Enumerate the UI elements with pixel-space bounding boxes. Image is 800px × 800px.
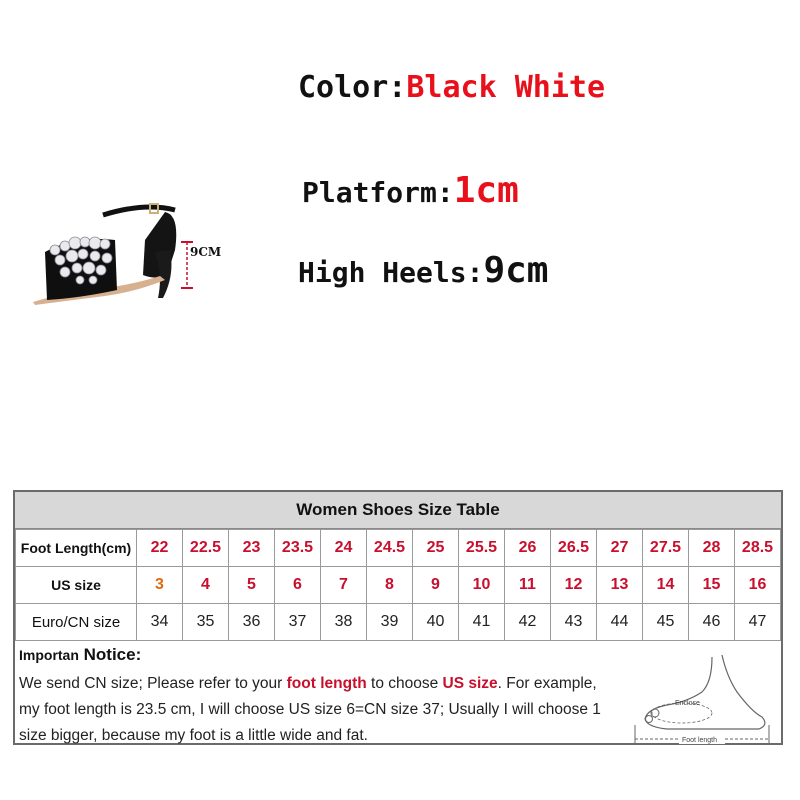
table-cell: 23: [229, 530, 275, 567]
size-table: [13, 490, 783, 745]
table-cell: 6: [275, 567, 321, 604]
table-cell: 3: [137, 567, 183, 604]
heels-spec: [298, 250, 548, 291]
table-title: Women Shoes Size Table: [15, 492, 781, 529]
table-cell: 9: [413, 567, 459, 604]
heels-label: High Heels:: [298, 256, 484, 289]
foot-length-label: Foot length: [682, 737, 718, 744]
table-cell: 45: [643, 604, 689, 641]
notice-title-prefix: Importan: [19, 647, 79, 663]
row-label-euro-cn: Euro/CN size: [16, 604, 137, 641]
platform-spec: [302, 170, 519, 211]
table-cell: 7: [321, 567, 367, 604]
table-cell: 4: [183, 567, 229, 604]
table-cell: 36: [229, 604, 275, 641]
notice-title-main: Notice:: [83, 645, 142, 664]
notice-section: [15, 641, 781, 751]
notice-highlight-us-size: US size: [442, 675, 498, 692]
table-row-euro-cn: [16, 604, 781, 641]
color-value: Black White: [406, 70, 606, 105]
table-cell: 24.5: [367, 530, 413, 567]
table-cell: 46: [689, 604, 735, 641]
table-cell: 35: [183, 604, 229, 641]
table-cell: 42: [505, 604, 551, 641]
table-cell: 22.5: [183, 530, 229, 567]
table-cell: 15: [689, 567, 735, 604]
color-label: Color:: [298, 70, 407, 105]
table-cell: 26: [505, 530, 551, 567]
table-cell: 37: [275, 604, 321, 641]
table-cell: 44: [597, 604, 643, 641]
table-cell: 27.5: [643, 530, 689, 567]
notice-highlight-foot-length: foot length: [286, 675, 367, 692]
table-cell: 25: [413, 530, 459, 567]
table-cell: 24: [321, 530, 367, 567]
table-row-foot-length: [16, 530, 781, 567]
table-cell: 10: [459, 567, 505, 604]
table-cell: 11: [505, 567, 551, 604]
table-cell: 27: [597, 530, 643, 567]
table-cell: 12: [551, 567, 597, 604]
enclose-label: Enclose: [675, 700, 700, 707]
table-cell: 13: [597, 567, 643, 604]
table-cell: 47: [735, 604, 781, 641]
platform-value: 1cm: [453, 170, 519, 211]
table-cell: 41: [459, 604, 505, 641]
table-cell: 5: [229, 567, 275, 604]
table-cell: 8: [367, 567, 413, 604]
notice-text-part: We send CN size; Please refer to your: [19, 675, 287, 692]
table-cell: 34: [137, 604, 183, 641]
table-row-us-size: [16, 567, 781, 604]
heel-height-label: 9CM: [190, 245, 222, 259]
table-cell: 25.5: [459, 530, 505, 567]
table-cell: 43: [551, 604, 597, 641]
table-cell: 22: [137, 530, 183, 567]
table-cell: 16: [735, 567, 781, 604]
notice-text-part: to choose: [366, 675, 443, 692]
sandal-icon: [25, 180, 230, 305]
table-cell: 23.5: [275, 530, 321, 567]
platform-label: Platform:: [302, 176, 454, 209]
row-label-foot-length: Foot Length(cm): [16, 530, 137, 567]
row-label-us-size: US size: [16, 567, 137, 604]
heels-value: 9cm: [483, 250, 549, 291]
table-cell: 39: [367, 604, 413, 641]
color-spec: [298, 70, 605, 105]
notice-text: [19, 671, 619, 749]
foot-measure-icon: [627, 647, 777, 747]
table-cell: 40: [413, 604, 459, 641]
size-grid: [15, 529, 781, 641]
notice-title: [19, 645, 141, 665]
table-cell: 28: [689, 530, 735, 567]
shoe-image: [25, 180, 230, 305]
table-cell: 28.5: [735, 530, 781, 567]
table-cell: 14: [643, 567, 689, 604]
notice-text-part: . For example, my foot length is 23.5 cm, I will choose US size 6=CN size 37; Usually I will choose 1 size bigger, because my foot is a little wide and fat.: [19, 675, 601, 744]
table-cell: 26.5: [551, 530, 597, 567]
table-cell: 38: [321, 604, 367, 641]
